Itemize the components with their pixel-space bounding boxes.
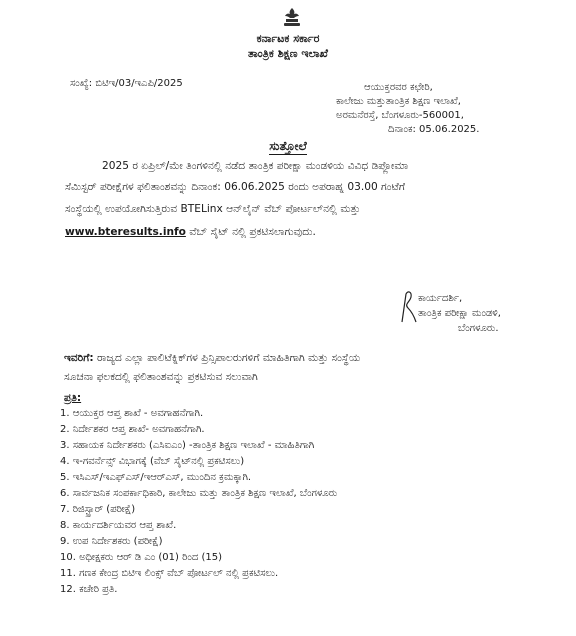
- govt-name: ಕರ್ನಾಟಕ ಸರ್ಕಾರ: [256, 32, 320, 45]
- state-emblem-icon: [280, 6, 304, 28]
- address-line-2: ಕಾಲೇಜು ಮತ್ತುತಾಂತ್ರಿಕ ಶಿಕ್ಷಣ ಇಲಾಖೆ,: [336, 96, 461, 107]
- copy-item: 6. ಸಾರ್ವಜನಿಕ ಸಂಪರ್ಕಾಧಿಕಾರಿ, ಕಾಲೇಜು ಮತ್ತು ತಾಂತ್ರಿಕ ಶಿಕ್ಷಣ ಇಲಾಖೆ, ಬೆಂಗಳೂರು: [60, 488, 338, 499]
- signatory-title: ಕಾರ್ಯದರ್ಶಿ,: [418, 293, 463, 304]
- body-line-4: www.bteresults.info ವೆಬ್ ಸೈಟ್ ನಲ್ಲಿ ಪ್ರಕಟಿಸಲಾಗುವುದು.: [65, 226, 316, 238]
- copy-item: 1. ಆಯುಕ್ತರ ಆಪ್ತ ಶಾಖೆ - ಅವಗಾಹನೆಗಾಗಿ.: [60, 408, 204, 419]
- address-line-1: ಆಯುಕ್ತರವರ ಕಛೇರಿ,: [364, 82, 433, 93]
- copy-item: 8. ಕಾರ್ಯದರ್ಶಿಯವರ ಆಪ್ತ ಶಾಖೆ.: [60, 520, 177, 531]
- recipients-line-2: ಸೂಚನಾ ಫಲಕದಲ್ಲಿ ಫಲಿತಾಂಶವನ್ನು ಪ್ರಕಟಿಸುವ ಸಲುವಾಗಿ: [64, 371, 258, 383]
- recipients-line-1: ಇವರಿಗೆ: ರಾಜ್ಯದ ಎಲ್ಲಾ ಪಾಲಿಟೆಕ್ನಿಕ್‌ಗಳ ಪ್ರಿನ್ಸಿಪಾಲರುಗಳಿಗೆ ಮಾಹಿತಿಗಾಗಿ ಮತ್ತು ಸಂಸ್ಥೆಯ: [64, 352, 361, 364]
- copies-label: ಪ್ರತಿ:: [64, 392, 82, 404]
- copy-item: 2. ನಿರ್ದೇಶಕರ ಆಪ್ತ ಶಾಖೆ- ಅವಗಾಹನೆಗಾಗಿ.: [60, 424, 205, 435]
- copy-item: 4. ಇ-ಗವರ್ನೆನ್ಸ್ ವಿಭಾಗಕ್ಕೆ (ವೆಬ್ ಸೈಟ್‌ನಲ್ಲಿ ಪ್ರಕಟಿಸಲು): [60, 456, 245, 467]
- results-website-link[interactable]: www.bteresults.info: [65, 226, 186, 238]
- copy-item: 5. ಇಸಿಎಸ್/ಇಎಫ್‌ಎಸ್/ಇಆರ್‌ಎಸ್, ಮುಂದಿನ ಕ್ರಮಕ್ಕಾಗಿ.: [60, 472, 252, 483]
- body-line-2: ಸೆಮಿಸ್ಟರ್ ಪರೀಕ್ಷೆಗಳ ಫಲಿತಾಂಶವನ್ನು ದಿನಾಂಕ: 06.06.2025 ರಂದು ಅಪರಾಹ್ನ 03.00 ಗಂಟೆಗೆ: [65, 181, 405, 193]
- body-line-3: ಸಂಸ್ಥೆಯಲ್ಲಿ ಉಪಯೋಗಿಸುತ್ತಿರುವ BTELinx ಆನ್‌ಲೈನ್ ವೆಬ್ ಪೋರ್ಟಲ್‌ನಲ್ಲಿ ಮತ್ತು: [65, 203, 361, 215]
- copy-item: 12. ಕಚೇರಿ ಪ್ರತಿ.: [60, 584, 118, 595]
- document-title: ಸುತ್ತೋಲೆ: [269, 139, 307, 153]
- address-line-3: ಅರಮನೆರಸ್ತೆ, ಬೆಂಗಳೂರು-560001,: [336, 110, 464, 121]
- signatory-board: ತಾಂತ್ರಿಕ ಪರೀಕ್ಷಾ ಮಂಡಳಿ,: [418, 308, 501, 319]
- signatory-city: ಬೆಂಗಳೂರು.: [458, 323, 499, 334]
- copy-item: 11. ಗಣಕ ಕೇಂದ್ರ ಬಿಟಿಇ ಲಿಂಕ್ಸ್ ವೆಬ್ ಪೋರ್ಟಲ್ ನಲ್ಲಿ ಪ್ರಕಟಿಸಲು.: [60, 568, 279, 579]
- recipients-label: ಇವರಿಗೆ:: [64, 352, 94, 364]
- signature-mark: [398, 288, 420, 326]
- copy-item: 10. ಅಧೀಕ್ಷಕರು ಆರ್ ಡಿ ಎಂ (01) ರಿಂದ (15): [60, 552, 222, 563]
- body-line-1: 2025 ರ ಏಪ್ರಿಲ್/ಮೇ ತಿಂಗಳಿನಲ್ಲಿ ನಡೆದ ತಾಂತ್ರಿಕ ಪರೀಕ್ಷಾ ಮಂಡಳಿಯ ವಿವಿಧ ಡಿಪ್ಲೋಮಾ: [102, 160, 409, 172]
- department-name: ತಾಂತ್ರಿಕ ಶಿಕ್ಷಣ ಇಲಾಖೆ: [248, 47, 328, 60]
- copy-item: 9. ಉಪ ನಿರ್ದೇಶಕರು (ಪರೀಕ್ಷೆ): [60, 536, 163, 547]
- document-date: ದಿನಾಂಕ: 05.06.2025.: [388, 124, 480, 135]
- copy-item: 7. ರಿಜಿಸ್ಟ್ರಾರ್ (ಪರೀಕ್ಷೆ): [60, 504, 136, 515]
- reference-number: ಸಂಖ್ಯೆ: ಬಿಟಿಇ/03/ಇಎಪಿ/2025: [70, 78, 183, 89]
- copy-item: 3. ಸಹಾಯಕ ನಿರ್ದೇಶಕರು (ಎಸಿಐಎಂ) -ತಾಂತ್ರಿಕ ಶಿಕ್ಷಣ ಇಲಾಖೆ - ಮಾಹಿತಿಗಾಗಿ: [60, 440, 315, 451]
